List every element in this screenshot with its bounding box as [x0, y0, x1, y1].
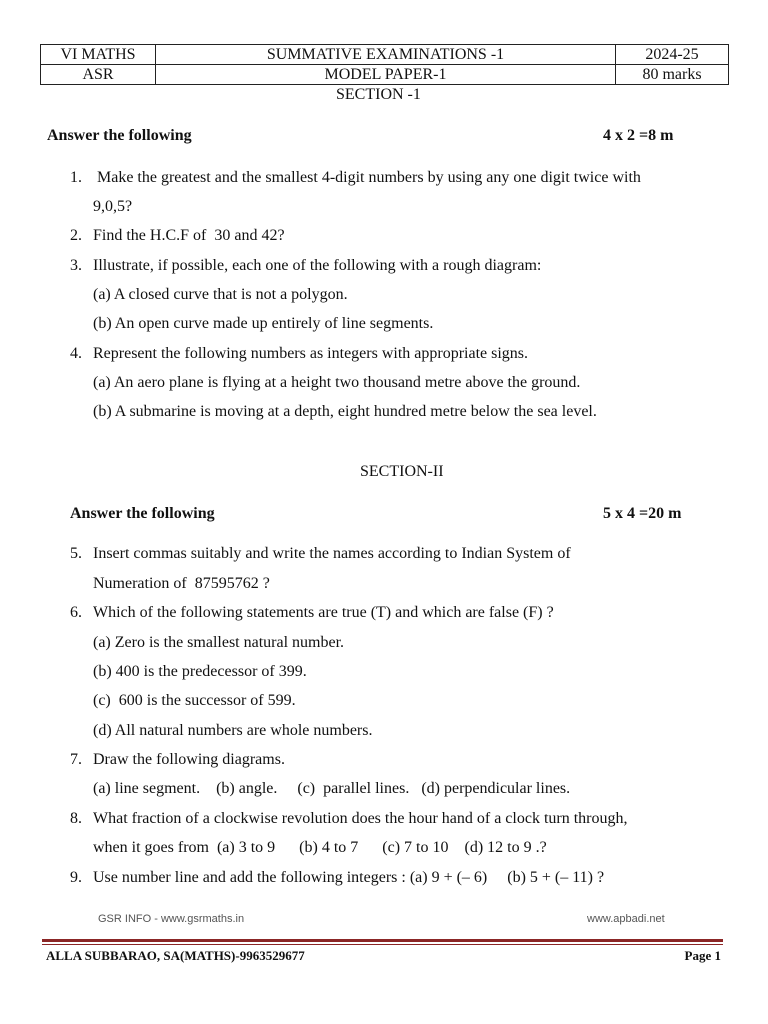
question-6b: (b) 400 is the predecessor of 399.	[93, 663, 307, 680]
header-row	[41, 45, 729, 65]
question-5	[70, 545, 720, 563]
question-8-options: when it goes from (a) 3 to 9 (b) 4 to 7 (c) 7 to 10 (d) 12 to 9 .?	[93, 839, 547, 856]
watermark-right: www.apbadi.net	[587, 913, 665, 925]
question-number: 8.	[70, 810, 82, 827]
question-text: Illustrate, if possible, each one of the following with a rough diagram:	[93, 257, 542, 274]
footer-rule	[42, 939, 723, 942]
question-text: Draw the following diagrams.	[93, 751, 285, 768]
question-6a: (a) Zero is the smallest natural number.	[93, 634, 345, 651]
section-marks: 5 x 4 =20 m	[603, 505, 682, 522]
question-4a: (a) An aero plane is flying at a height two thousand metre above the ground.	[93, 374, 581, 391]
section-marks: 4 x 2 =8 m	[603, 127, 674, 144]
academic-year: 2024-25	[616, 45, 729, 65]
question-9	[70, 869, 720, 887]
section-title: SECTION-II	[360, 463, 444, 480]
question-7	[70, 751, 720, 769]
question-number: 1.	[70, 169, 82, 186]
question-number: 6.	[70, 604, 82, 621]
question-7-options: (a) line segment. (b) angle. (c) parallel lines. (d) perpendicular lines.	[93, 780, 571, 797]
class-subject: VI MATHS	[41, 45, 156, 65]
question-text: Find the H.C.F of 30 and 42?	[93, 227, 285, 244]
question-3b: (b) An open curve made up entirely of line segments.	[93, 315, 434, 332]
question-6c: (c) 600 is the successor of 599.	[93, 692, 296, 709]
footer-rule-thin	[42, 944, 723, 945]
question-8	[70, 810, 720, 828]
page-number: Page 1	[684, 948, 721, 963]
section-instruction: Answer the following	[47, 127, 192, 144]
question-text: What fraction of a clockwise revolution does the hour hand of a clock turn through,	[93, 810, 628, 827]
question-number: 4.	[70, 345, 82, 362]
header-table	[40, 44, 729, 85]
watermark-left: GSR INFO - www.gsrmaths.in	[98, 913, 245, 925]
question-3a: (a) A closed curve that is not a polygon.	[93, 286, 348, 303]
question-4	[70, 345, 720, 363]
question-number: 2.	[70, 227, 82, 244]
question-number: 3.	[70, 257, 82, 274]
question-4b: (b) A submarine is moving at a depth, eight hundred metre below the sea level.	[93, 403, 597, 420]
paper-title: MODEL PAPER-1	[156, 65, 616, 85]
footer-author: ALLA SUBBARAO, SA(MATHS)-9963529677	[46, 948, 305, 963]
question-1-continued: 9,0,5?	[93, 198, 133, 215]
header-row	[41, 65, 729, 85]
question-1	[70, 169, 720, 187]
question-6d: (d) All natural numbers are whole numbers.	[93, 722, 373, 739]
question-2	[70, 227, 720, 245]
question-number: 9.	[70, 869, 82, 886]
question-text: Use number line and add the following integers : (a) 9 + (– 6) (b) 5 + (– 11) ?	[93, 869, 605, 886]
question-6	[70, 604, 720, 622]
section-instruction: Answer the following	[70, 505, 215, 522]
exam-title: SUMMATIVE EXAMINATIONS -1	[156, 45, 616, 65]
section-title: SECTION -1	[336, 86, 421, 103]
question-text: Insert commas suitably and write the names according to Indian System of	[93, 545, 571, 562]
question-3	[70, 257, 720, 275]
question-number: 7.	[70, 751, 82, 768]
question-text: Make the greatest and the smallest 4-digit numbers by using any one digit twice with	[93, 169, 641, 186]
question-5-continued: Numeration of 87595762 ?	[93, 575, 270, 592]
question-number: 5.	[70, 545, 82, 562]
total-marks: 80 marks	[616, 65, 729, 85]
question-text: Which of the following statements are true (T) and which are false (F) ?	[93, 604, 554, 621]
question-text: Represent the following numbers as integers with appropriate signs.	[93, 345, 529, 362]
school-code: ASR	[41, 65, 156, 85]
